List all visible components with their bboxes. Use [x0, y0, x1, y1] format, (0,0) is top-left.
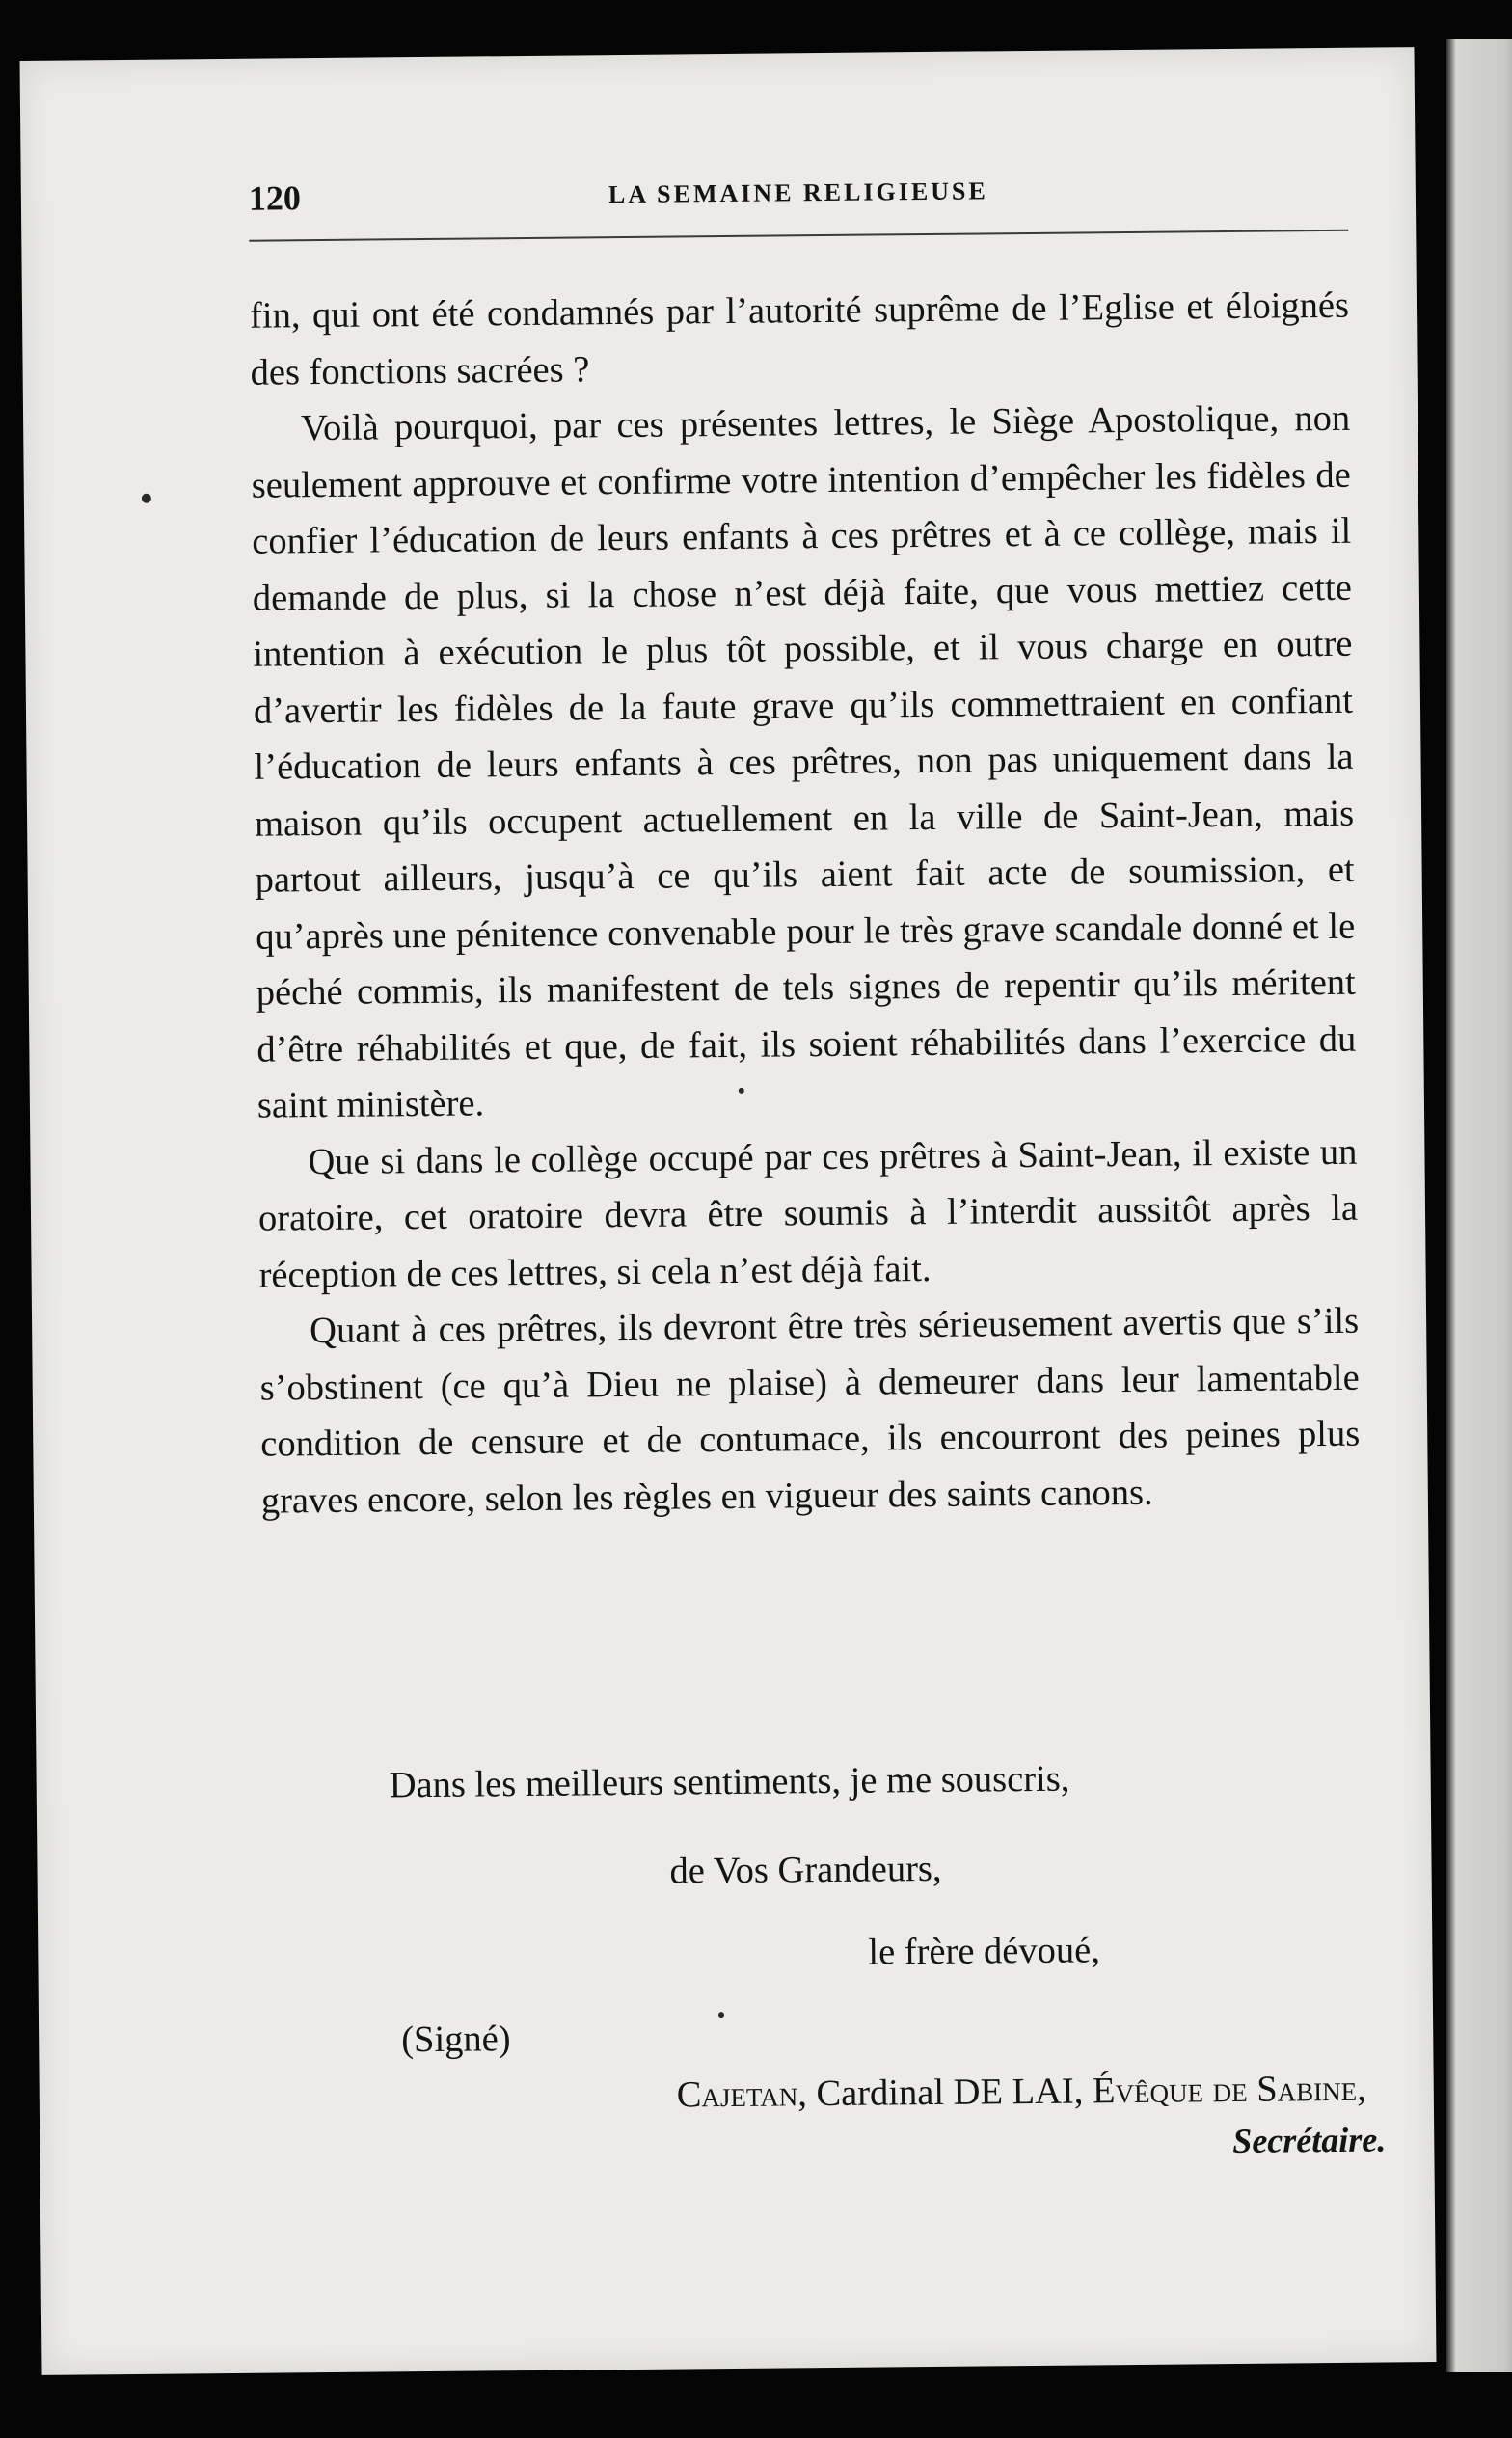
ink-speck [718, 2012, 724, 2018]
ink-speck [142, 494, 151, 503]
paragraph: Que si dans le collège occupé par ces prêtres à Saint-Jean, il existe un oratoire, cet oratoire devra être soumis à l’interdit aussitôt après la réception de ces lettres, si cela n’est déjà fait. [257, 1131, 1359, 1296]
page-number: 120 [248, 178, 302, 218]
body-text [250, 278, 1361, 1530]
signatory-name: Cajetan, [676, 2073, 808, 2116]
signatory-role: Secrétaire. [1232, 2120, 1387, 2161]
paragraph: Quant à ces prêtres, ils devront être très sérieusement avertis que s’ils s’obstinent (ce qu’à Dieu ne plaise) à demeurer dans leur lamentable condition de censure et de contumace, ils encourront des peines plus graves encore, selon les règles en vigueur des saints canons. [259, 1300, 1361, 1522]
running-title: LA SEMAINE RELIGIEUSE [608, 176, 988, 209]
closing-address: de Vos Grandeurs, [669, 1848, 942, 1892]
signed-label: (Signé) [401, 2018, 511, 2061]
header-rule [249, 230, 1348, 242]
signatory-office: Évêque de Sabine, [1092, 2068, 1366, 2112]
paragraph: Voilà pourquoi, par ces présentes lettres, le Siège Apostolique, non seulement approuve et confirme votre intention d’empêcher les fidèles de confier l’éducation de leurs enfants à ces prêtres et à ce collège, mais il demande de plus, si la chose n’est déjà faite, que vous mettiez cette intention à exécution le plus tôt possible, et il vous charge en outre d’avertir les fidèles de la faute grave qu’ils commettraient en confiant l’éducation de leurs enfants à ces prêtres, non pas uniquement dans la maison qu’ils occupent actuellement en la ville de Saint-Jean, mais partout ailleurs, jusqu’à ce qu’ils aient fait acte de soumission, et qu’après une pénitence convenable pour le très grave scandale donné et le péché commis, ils manifestent de tels signes de repentir qu’ils méritent d’être réhabilités et que, de fait, ils soient réhabilités dans l’exercice du saint ministère. [251, 397, 1357, 1126]
closing-valediction: le frère dévoué, [868, 1930, 1101, 1973]
ink-speck [739, 1088, 744, 1094]
paragraph: fin, qui ont été condamnés par l’autorité suprême de l’Eglise et éloignés des fonctions sacrées ? [249, 284, 1350, 393]
signatory-line [267, 2068, 1366, 2121]
running-head [249, 168, 1348, 221]
closing-salutation: Dans les meilleurs sentiments, je me souscris, [389, 1758, 1070, 1806]
book-page [20, 47, 1437, 2375]
signatory-title: Cardinal DE LAI, [816, 2071, 1084, 2115]
